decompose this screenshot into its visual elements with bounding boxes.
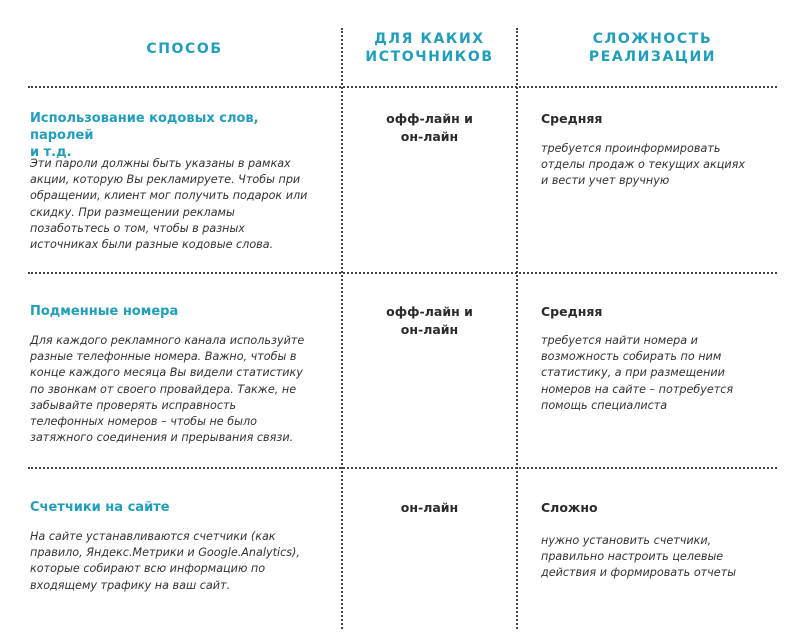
- column-divider-2: [516, 28, 518, 629]
- row-1-sources-line2: он-лайн: [400, 129, 459, 144]
- row-2-note-line: требуется найти номера и: [541, 334, 698, 347]
- row-1-desc-line: Эти пароли должны быть указаны в рамках: [30, 157, 291, 170]
- row-3-method-description: [30, 529, 330, 594]
- row-1-desc-line: обращении, клиент мог получить подарок или: [30, 189, 308, 203]
- header-method-label: СПОСОБ: [146, 41, 223, 57]
- row-2-method-description: [30, 333, 330, 446]
- row-3-desc-line: правило, Яндекс.Метрики и Google.Analytics),: [30, 546, 300, 560]
- row-1-desc-line: скидку. При размещении рекламы: [30, 205, 235, 219]
- row-3-note-line: нужно установить счетчики,: [541, 534, 712, 547]
- row-1-note-line: требуется проинформировать: [541, 142, 721, 155]
- row-3-complexity-note: [541, 533, 766, 582]
- row-3-sources: [343, 499, 516, 517]
- row-2-sources-line1: офф-лайн и: [386, 304, 473, 319]
- header-method: [28, 40, 341, 58]
- row-3-sources-line1: он-лайн: [400, 500, 459, 515]
- row-1-method-description: [30, 156, 330, 253]
- row-2-sources-line2: он-лайн: [400, 322, 459, 337]
- row-2-complexity-note: [541, 333, 766, 414]
- header-sources: [343, 30, 516, 66]
- header-complexity: [518, 30, 787, 66]
- row-2-note-line: статистику, а при размещении: [541, 366, 725, 380]
- row-1-title-line1: Использование кодовых слов, паролей: [30, 111, 259, 143]
- row-2-desc-line: конце каждого месяца Вы видели статистику: [30, 366, 303, 380]
- header-divider: [28, 86, 777, 88]
- row-3-note-line: правильно настроить целевые: [541, 550, 724, 564]
- row-1-sources: [343, 110, 516, 146]
- row-1-sources-line1: офф-лайн и: [386, 111, 473, 126]
- row-1-method-title: [30, 110, 320, 161]
- row-3-complexity: Сложно: [541, 500, 598, 515]
- header-complexity-line2: РЕАЛИЗАЦИИ: [588, 49, 717, 65]
- row-2-sources: [343, 303, 516, 339]
- row-2-note-line: возможность собирать по ним: [541, 350, 722, 364]
- row-2-desc-line: по звонкам от своего провайдера. Также, не: [30, 382, 297, 396]
- row-1-note-line: отделы продаж о текущих акциях: [541, 158, 746, 172]
- row-3-desc-line: которые собирают всю информацию по: [30, 562, 266, 576]
- row-2-desc-line: затяжного соединения и прерывания связи.: [30, 431, 294, 445]
- row-3-desc-line: входящему трафику на ваш сайт.: [30, 578, 231, 592]
- header-complexity-line1: СЛОЖНОСТЬ: [592, 31, 713, 47]
- row-1-desc-line: акции, которую Вы рекламируете. Чтобы при: [30, 173, 301, 187]
- row-1-complexity-note: [541, 141, 766, 190]
- row-3-method-title: [30, 499, 320, 516]
- row-2-complexity: Средняя: [541, 304, 603, 319]
- row-3-desc-line: На сайте устанавливаются счетчики (как: [30, 530, 276, 543]
- row-3-title-line1: Счетчики на сайте: [30, 500, 170, 515]
- row-divider-1: [28, 272, 777, 274]
- row-1-complexity: Средняя: [541, 111, 603, 126]
- row-3-note-line: действия и формировать отчеты: [541, 566, 737, 580]
- header-sources-line2: ИСТОЧНИКОВ: [365, 49, 494, 65]
- row-2-desc-line: разные телефонные номера. Важно, чтобы в: [30, 350, 297, 364]
- row-2-desc-line: Для каждого рекламного канала используйте: [30, 334, 305, 347]
- header-sources-line1: ДЛЯ КАКИХ: [374, 31, 485, 47]
- row-2-title-line1: Подменные номера: [30, 304, 179, 319]
- row-1-title-line2: и т.д.: [30, 145, 72, 160]
- row-1-note-line: и вести учет вручную: [541, 174, 670, 188]
- row-2-method-title: [30, 303, 320, 320]
- row-1-desc-line: источниках были разные кодовые слова.: [30, 238, 274, 252]
- row-2-note-line: номеров на сайте – потребуется: [541, 382, 734, 396]
- row-1-desc-line: позаботьтесь о том, чтобы в разных: [30, 221, 245, 235]
- row-2-desc-line: забывайте проверять исправность: [30, 398, 237, 412]
- row-2-desc-line: телефонных номеров – чтобы не было: [30, 415, 257, 429]
- row-2-note-line: помощь специалиста: [541, 398, 668, 412]
- row-divider-2: [28, 467, 777, 469]
